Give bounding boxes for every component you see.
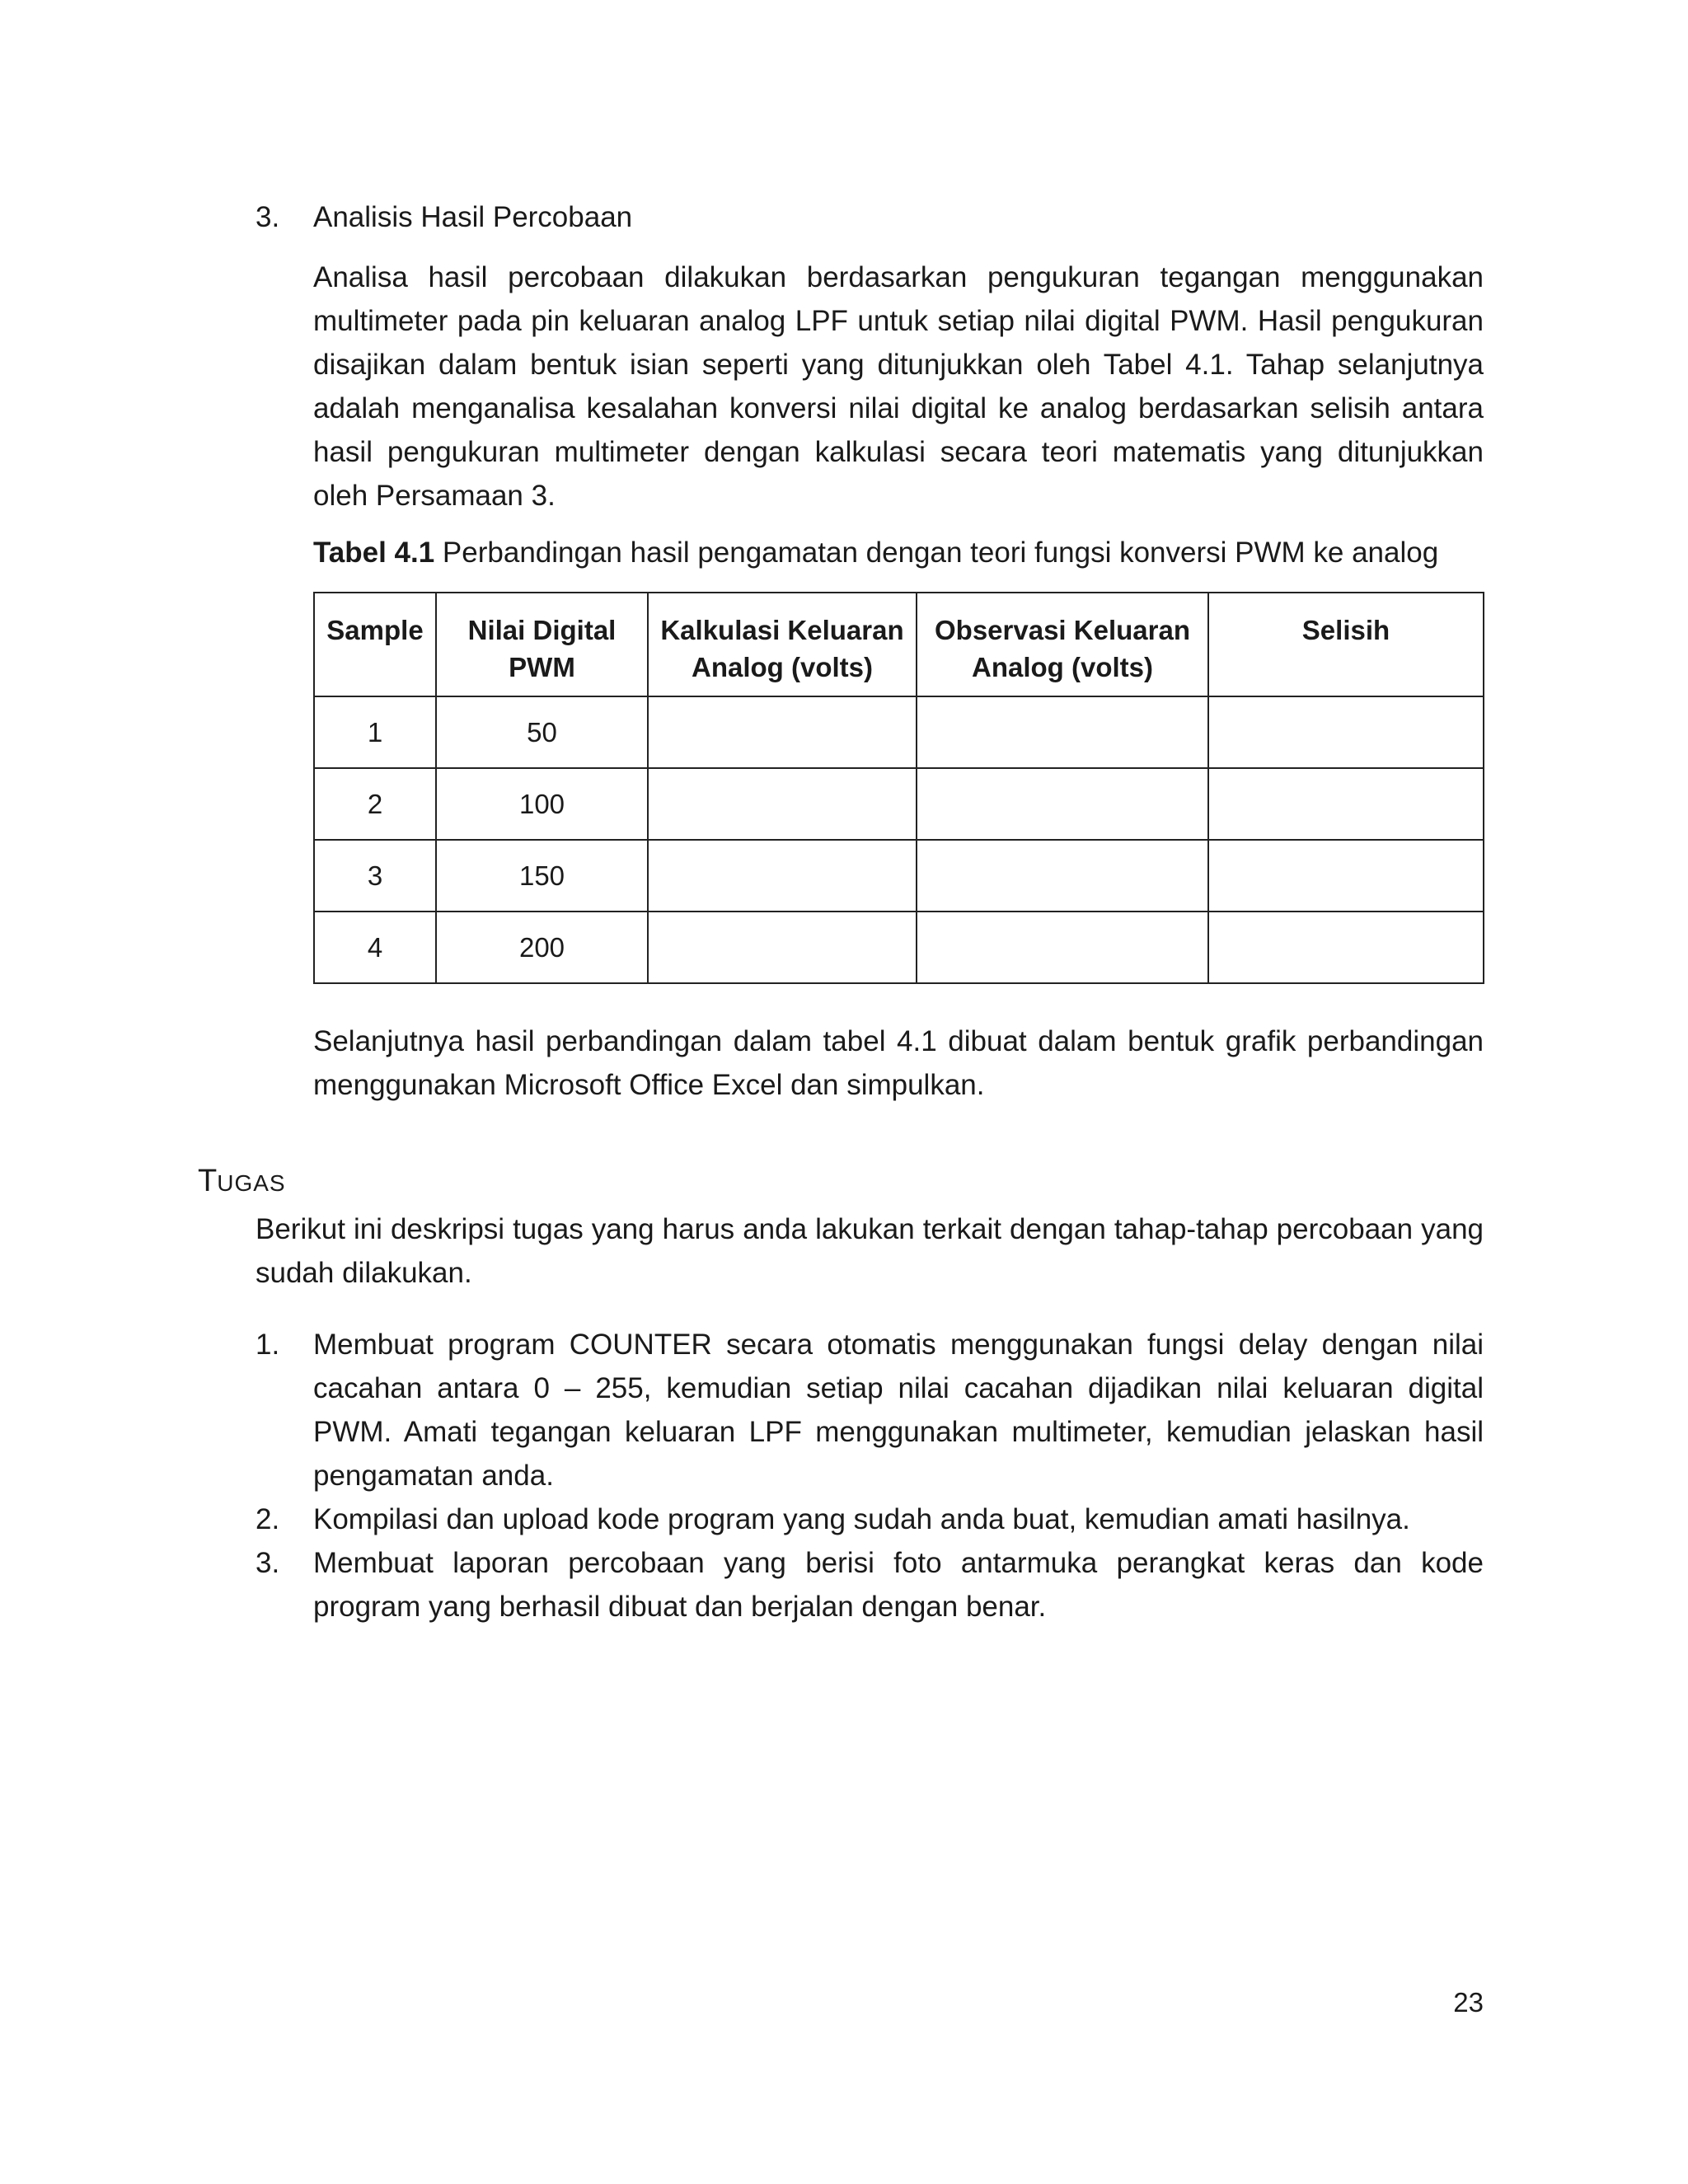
cell-kalkulasi (648, 840, 917, 912)
after-table-paragraph: Selanjutnya hasil perbandingan dalam tabel 4.1 dibuat dalam bentuk grafik perbandingan menggunakan Microsoft Office Excel dan simpulkan. (313, 1025, 1484, 1101)
page-number: 23 (1453, 1987, 1484, 2018)
list-item-text: Membuat program COUNTER secara otomatis menggunakan fungsi delay dengan nilai cacahan antara 0 – 255, kemudian setiap nilai cacahan dijadikan nilai keluaran digital PWM. Amati tegangan keluaran LPF menggunakan multimeter, kemudian jelaskan hasil pengamatan anda. (313, 1329, 1484, 1492)
table-caption (313, 531, 1484, 574)
cell-selisih (1208, 696, 1484, 768)
comparison-table (313, 592, 1484, 984)
cell-pwm: 50 (436, 696, 648, 768)
table-row (314, 912, 1484, 983)
cell-sample: 1 (314, 696, 436, 768)
header-sample: Sample (314, 593, 436, 696)
cell-selisih (1208, 912, 1484, 983)
table-row (314, 696, 1484, 768)
table-row (314, 768, 1484, 840)
list-item (256, 1323, 1484, 1497)
table-caption-label: Tabel 4.1 (313, 537, 435, 569)
table-header-row (314, 593, 1484, 696)
task-list (256, 1323, 1484, 1629)
list-item-number: 3. (256, 1547, 280, 1579)
list-item (256, 1497, 1484, 1541)
cell-pwm: 200 (436, 912, 648, 983)
list-item-text: Membuat laporan percobaan yang berisi foto antarmuka perangkat keras dan kode program yang berhasil dibuat dan berjalan dengan benar. (313, 1547, 1484, 1623)
cell-observasi (917, 912, 1208, 983)
header-kalkulasi: Kalkulasi Keluaran Analog (volts) (648, 593, 917, 696)
list-item-text: Kompilasi dan upload kode program yang sudah anda buat, kemudian amati hasilnya. (313, 1503, 1410, 1535)
section-title: Analisis Hasil Percobaan (313, 201, 633, 233)
cell-sample: 2 (314, 768, 436, 840)
header-observasi: Observasi Keluaran Analog (volts) (917, 593, 1208, 696)
cell-pwm: 150 (436, 840, 648, 912)
cell-observasi (917, 696, 1208, 768)
tugas-heading-rest: UGAS (217, 1170, 286, 1196)
tugas-intro: Berikut ini deskripsi tugas yang harus anda lakukan terkait dengan tahap-tahap percobaan yang sudah dilakukan. (256, 1213, 1484, 1289)
table-row (314, 840, 1484, 912)
cell-selisih (1208, 768, 1484, 840)
cell-selisih (1208, 840, 1484, 912)
header-selisih: Selisih (1208, 593, 1484, 696)
section-paragraph: Analisa hasil percobaan dilakukan berdasarkan pengukuran tegangan menggunakan multimeter pada pin keluaran analog LPF untuk setiap nilai digital PWM. Hasil pengukuran disajikan dalam bentuk isian seperti yang ditunjukkan oleh Tabel 4.1. Tahap selanjutnya adalah menganalisa kesalahan konversi nilai digital ke analog berdasarkan selisih antara hasil pengukuran multimeter dengan kalkulasi secara teori matematis yang ditunjukkan oleh Persamaan 3. (313, 261, 1484, 512)
cell-pwm: 100 (436, 768, 648, 840)
tugas-heading-initial: T (198, 1164, 218, 1198)
cell-sample: 3 (314, 840, 436, 912)
cell-kalkulasi (648, 696, 917, 768)
cell-observasi (917, 768, 1208, 840)
section-number: 3. (256, 201, 280, 233)
list-item-number: 2. (256, 1503, 280, 1535)
cell-kalkulasi (648, 768, 917, 840)
cell-observasi (917, 840, 1208, 912)
tugas-heading (198, 1160, 286, 1205)
header-nilai-digital: Nilai Digital PWM (436, 593, 648, 696)
list-item-number: 1. (256, 1329, 280, 1361)
cell-kalkulasi (648, 912, 917, 983)
cell-sample: 4 (314, 912, 436, 983)
table-caption-text: Perbandingan hasil pengamatan dengan teori fungsi konversi PWM ke analog (434, 537, 1439, 569)
list-item (256, 1541, 1484, 1629)
